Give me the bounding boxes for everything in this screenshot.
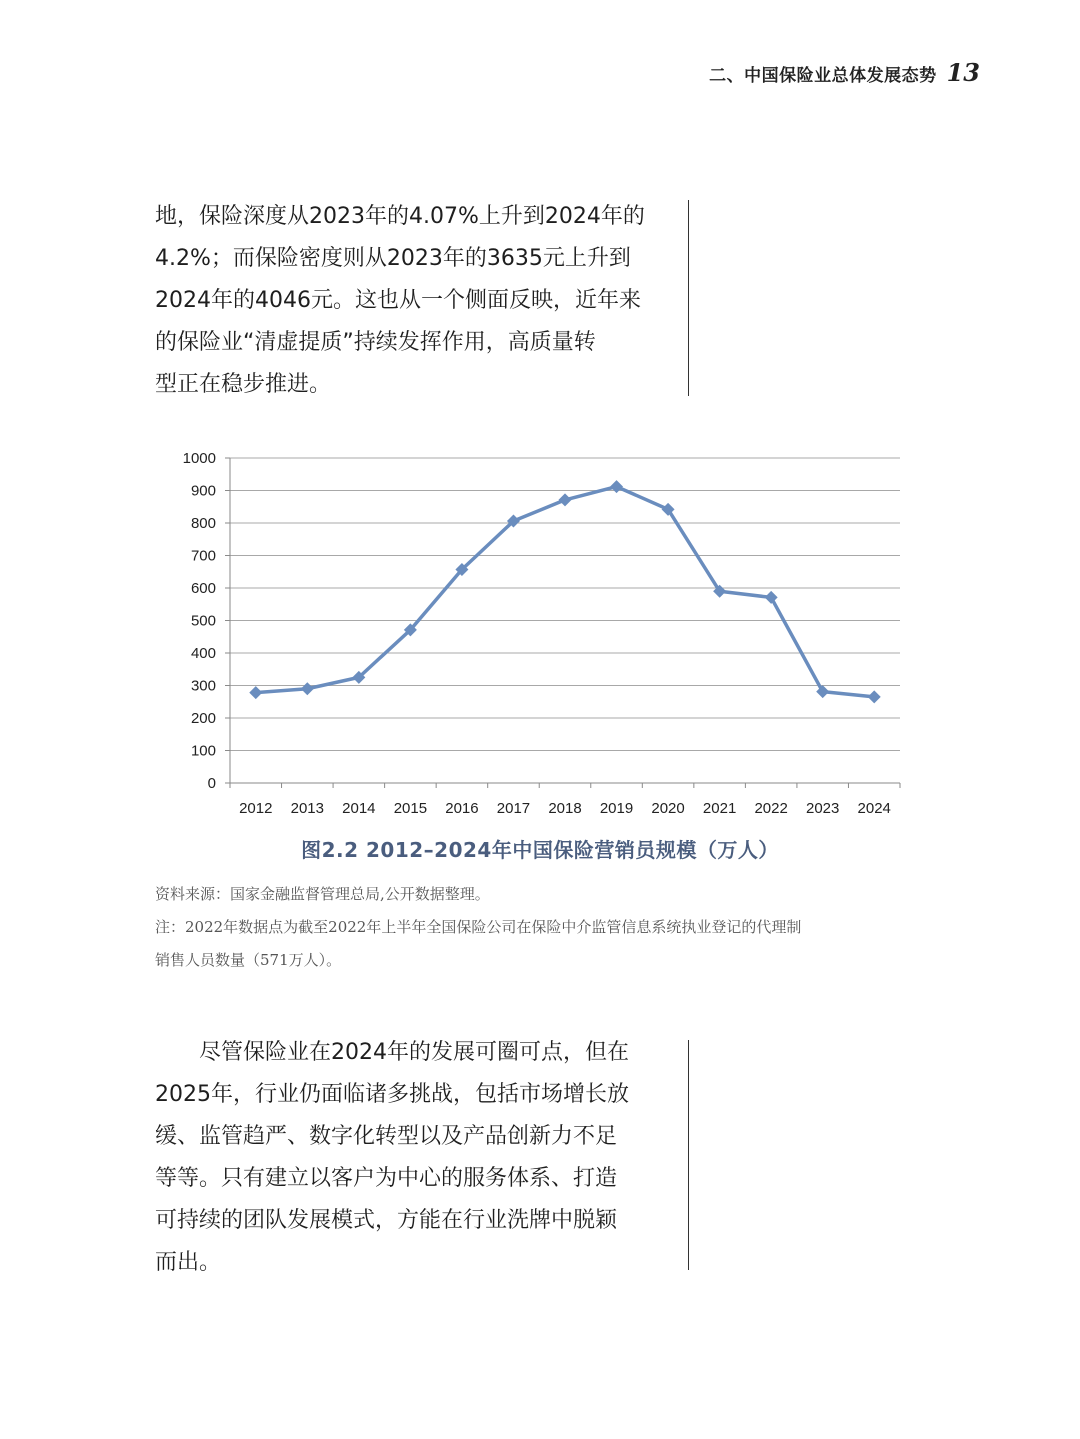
x-tick-label: 2020: [651, 800, 685, 817]
paragraph-line: 2024年的4046元。这也从一个侧面反映，近年来: [155, 288, 641, 313]
paragraph-line: 的保险业“清虚提质”持续发挥作用，高质量转: [155, 330, 596, 355]
paragraph-line: 地，保险深度从2023年的4.07%上升到2024年的: [155, 204, 645, 229]
x-tick-label: 2014: [342, 800, 376, 817]
paragraph-line: 型正在稳步推进。: [155, 372, 332, 397]
y-tick-label: 900: [190, 482, 216, 500]
x-tick-label: 2016: [445, 800, 479, 817]
y-tick-label: 200: [190, 710, 216, 727]
x-tick-label: 2023: [806, 800, 840, 817]
section-title: 二、中国保险业总体发展态势: [709, 66, 937, 86]
line-chart: [160, 440, 920, 825]
x-tick-label: 2022: [754, 800, 788, 817]
paragraph-line: 等等。只有建立以客户为中心的服务体系、打造: [155, 1166, 618, 1191]
y-tick-label: 500: [190, 612, 216, 630]
paragraph-line: 可持续的团队发展模式，方能在行业洗牌中脱颖: [155, 1208, 618, 1233]
paragraph-line: 尽管保险业在2024年的发展可圈可点，但在: [155, 1040, 629, 1065]
y-tick-label: 100: [190, 742, 216, 760]
margin-rule: [688, 1040, 689, 1270]
body-paragraph-1: [155, 196, 675, 406]
data-point: [816, 685, 829, 698]
footnote-line: 注：2022年数据点为截至2022年上半年全国保险公司在保险中介监管信息系统执业登记的代理制: [155, 918, 802, 936]
x-tick-label: 2017: [496, 800, 531, 817]
y-tick-label: 300: [190, 677, 216, 695]
data-point: [765, 591, 778, 604]
series-line: [256, 487, 874, 697]
x-tick-label: 2024: [857, 800, 891, 817]
source-note: 资料来源：国家金融监督管理总局,公开数据整理。: [155, 885, 490, 903]
paragraph-line: 4.2%；而保险密度则从2023年的3635元上升到: [155, 246, 631, 271]
paragraph-line: 2025年，行业仍面临诸多挑战，包括市场增长放: [155, 1082, 629, 1107]
paragraph-line: 而出。: [155, 1250, 222, 1275]
data-point: [610, 480, 623, 493]
running-header: [709, 58, 980, 87]
y-tick-label: 700: [190, 547, 216, 565]
body-paragraph-2: [155, 1032, 675, 1284]
figure-caption: 图2.2 2012–2024年中国保险营销员规模（万人）: [301, 838, 779, 862]
paragraph-line: 缓、监管趋严、数字化转型以及产品创新力不足: [155, 1124, 618, 1149]
y-tick-label: 1000: [182, 450, 216, 467]
x-tick-label: 2012: [239, 800, 273, 817]
y-tick-label: 600: [190, 580, 216, 597]
margin-rule: [688, 200, 689, 396]
data-point: [559, 493, 572, 506]
x-tick-label: 2013: [290, 800, 324, 817]
y-tick-label: 800: [190, 515, 216, 532]
y-tick-label: 400: [190, 645, 216, 662]
data-point: [301, 682, 314, 695]
y-tick-label: 0: [207, 775, 216, 792]
data-point: [249, 686, 262, 699]
x-tick-label: 2015: [393, 800, 428, 817]
page-number: 13: [946, 58, 980, 87]
data-point: [868, 690, 881, 703]
x-tick-label: 2021: [702, 800, 737, 817]
figure-notes: [155, 878, 945, 977]
footnote-line: 销售人员数量（571万人）。: [155, 951, 342, 969]
x-tick-label: 2019: [599, 800, 634, 817]
x-tick-label: 2018: [548, 800, 582, 817]
